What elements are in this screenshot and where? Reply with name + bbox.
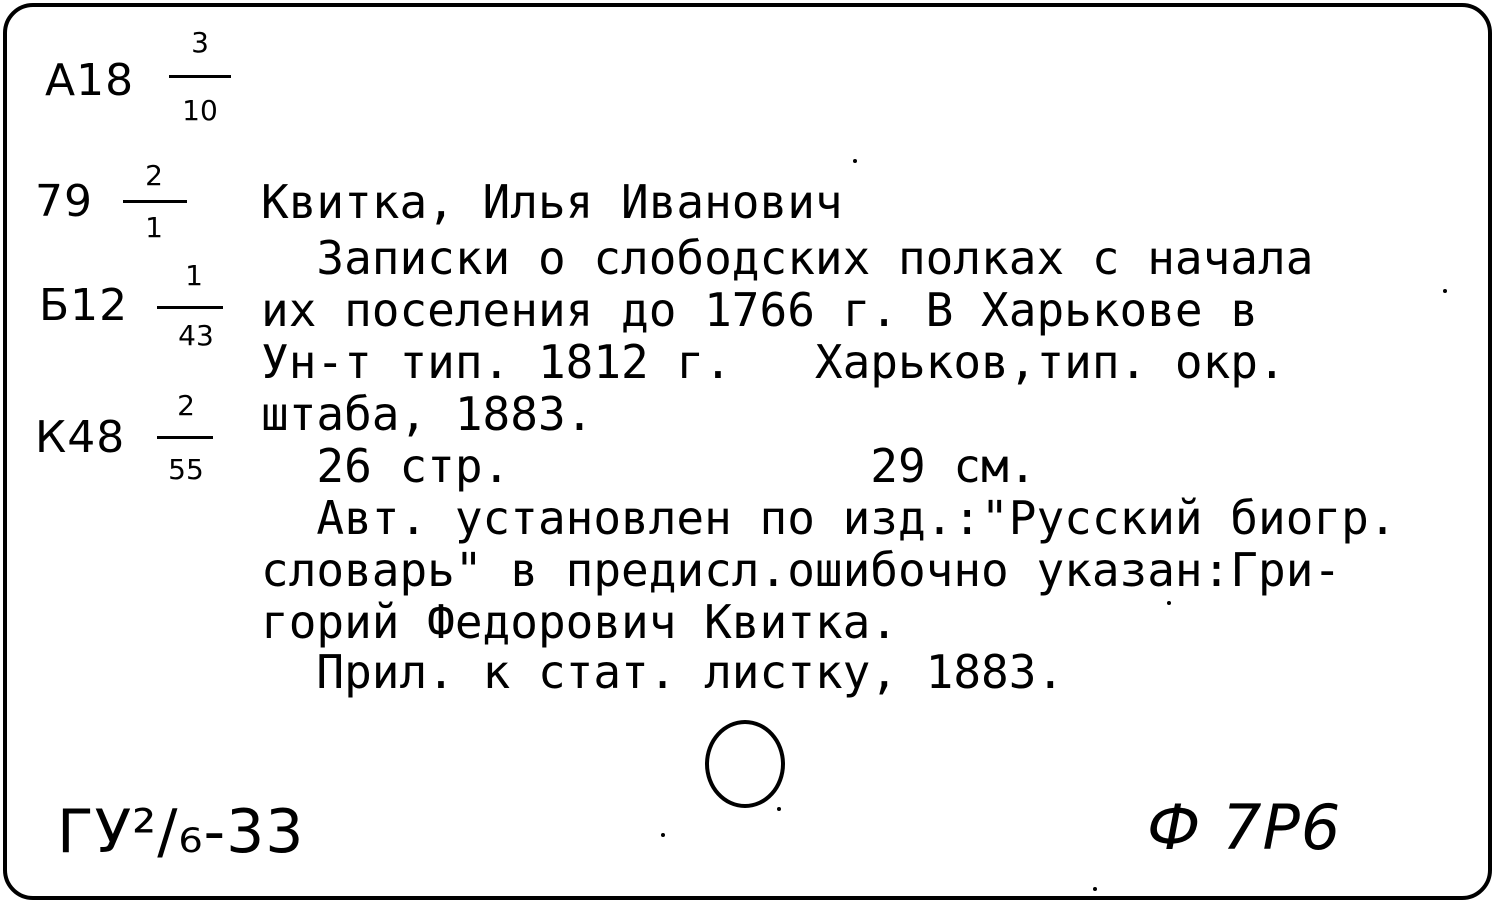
ink-speck bbox=[1093, 887, 1097, 891]
fraction-bar bbox=[157, 306, 223, 309]
entry-line: горий Федорович Квитка. bbox=[261, 595, 898, 649]
footer-left-code: ГУ²/₆-33 bbox=[57, 797, 305, 867]
shelf-mark-1 bbox=[45, 26, 245, 139]
entry-line: их поселения до 1766 г. В Харькове в bbox=[261, 283, 1258, 337]
shelf-mark-2 bbox=[35, 159, 235, 262]
fraction-bar bbox=[157, 436, 213, 439]
entry-line: 26 стр. 29 см. bbox=[261, 439, 1037, 493]
entry-line: Прил. к стат. листку, 1883. bbox=[261, 645, 1065, 699]
footer-right-code: Ф 7Р6 bbox=[1147, 791, 1342, 864]
shelf-mark-denominator: 10 bbox=[182, 94, 218, 127]
entry-heading: Квитка, Илья Иванович bbox=[261, 175, 843, 229]
shelf-mark-numerator: 1 bbox=[185, 259, 203, 292]
shelf-mark-numerator: 2 bbox=[145, 159, 163, 192]
ink-speck bbox=[777, 807, 781, 811]
ink-speck bbox=[1167, 601, 1171, 605]
shelf-mark-4 bbox=[35, 389, 235, 502]
shelf-mark-code: A18 bbox=[45, 55, 135, 106]
entry-line: Ун-т тип. 1812 г. Харьков,тип. окр. bbox=[261, 335, 1286, 389]
shelf-mark-numerator: 3 bbox=[191, 26, 209, 59]
catalog-card bbox=[3, 3, 1492, 900]
ink-speck bbox=[1443, 289, 1447, 293]
shelf-mark-3 bbox=[39, 259, 239, 362]
bibliographic-entry bbox=[261, 175, 1481, 699]
entry-line: словарь" в предисл.ошибочно указан:Гри- bbox=[261, 543, 1342, 597]
shelf-mark-denominator: 43 bbox=[178, 319, 214, 352]
shelf-mark-denominator: 1 bbox=[145, 211, 163, 244]
entry-line: штаба, 1883. bbox=[261, 387, 594, 441]
card-punch-hole bbox=[705, 720, 785, 808]
shelf-mark-denominator: 55 bbox=[168, 453, 204, 486]
shelf-mark-code: К48 bbox=[35, 412, 126, 463]
shelf-mark-code: Б12 bbox=[39, 280, 129, 331]
ink-speck bbox=[661, 833, 665, 837]
shelf-mark-numerator: 2 bbox=[177, 389, 195, 422]
fraction-bar bbox=[123, 200, 187, 203]
entry-line: Записки о слободских полках с начала bbox=[261, 231, 1314, 285]
shelf-mark-code: 79 bbox=[35, 176, 93, 227]
entry-line: Авт. установлен по изд.:"Русский биогр. bbox=[261, 491, 1397, 545]
ink-speck bbox=[853, 159, 857, 163]
fraction-bar bbox=[169, 75, 231, 78]
